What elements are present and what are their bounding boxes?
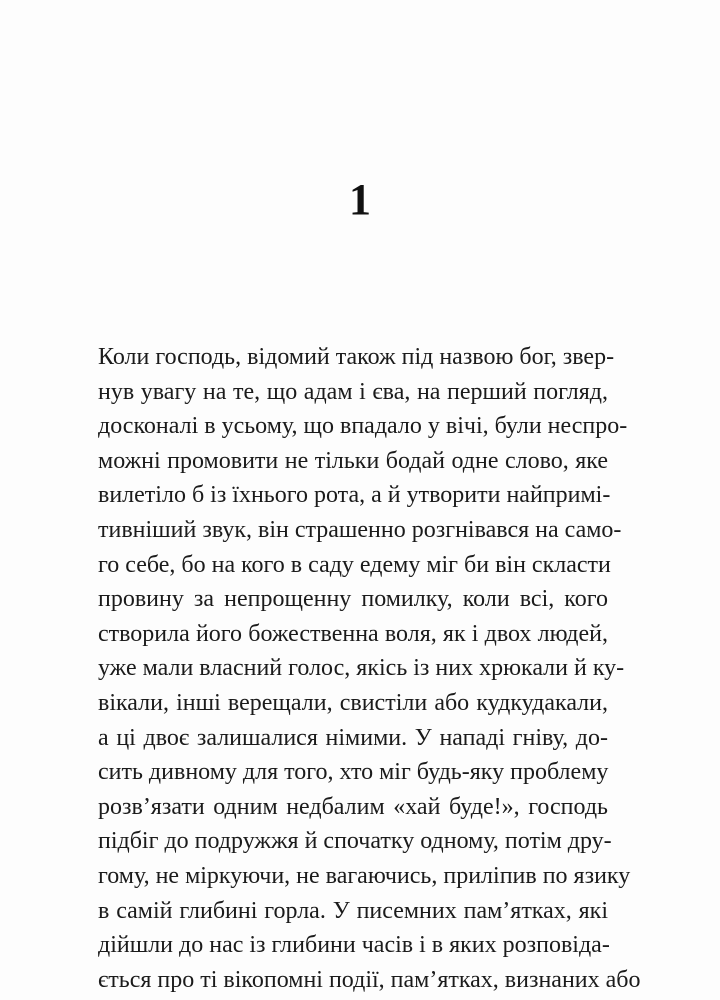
- text-line: а ці двоє залишалися німими. У нападі гніву, до-: [98, 724, 608, 751]
- body-text: [98, 340, 641, 997]
- text-line: розв’язати одним недбалим «хай буде!», господь: [98, 793, 608, 820]
- chapter-number: 1: [349, 175, 371, 224]
- text-line: уже мали власний голос, якісь із них хрюкали й ку-: [98, 655, 625, 682]
- text-line: створила його божественна воля, як і двох людей,: [98, 620, 608, 647]
- text-line: дійшли до нас із глибини часів і в яких розповіда-: [98, 932, 610, 959]
- text-line: провину за непрощенну помилку, коли всі, кого: [98, 586, 608, 613]
- text-line: вилетіло б із їхнього рота, а й утворити найпримі-: [98, 482, 611, 509]
- text-line: досконалі в усьому, що впадало у вічі, були неспро-: [98, 413, 628, 440]
- text-line: в самій глибині горла. У писемних пам’ятках, які: [98, 897, 608, 924]
- text-line: гому, не міркуючи, не вагаючись, приліпив по язику: [98, 862, 631, 889]
- text-line: тивніший звук, він страшенно розгнівався на само-: [98, 516, 622, 543]
- text-line: сить дивному для того, хто міг будь-яку проблему: [98, 759, 609, 786]
- text-line: вікали, інші верещали, свистіли або кудкудакали,: [98, 689, 608, 716]
- text-line: го себе, бо на кого в саду едему міг би він скласти: [98, 551, 611, 578]
- text-line: Коли господь, відомий також під назвою бог, звер-: [98, 344, 615, 370]
- text-line: можні промовити не тільки бодай одне слово, яке: [98, 447, 608, 474]
- text-line: ється про ті вікопомні події, пам’ятках, визнаних або: [98, 966, 641, 993]
- text-line: нув увагу на те, що адам і єва, на перший погляд,: [98, 378, 608, 405]
- text-line: підбіг до подружжя й спочатку одному, потім дру-: [98, 828, 612, 855]
